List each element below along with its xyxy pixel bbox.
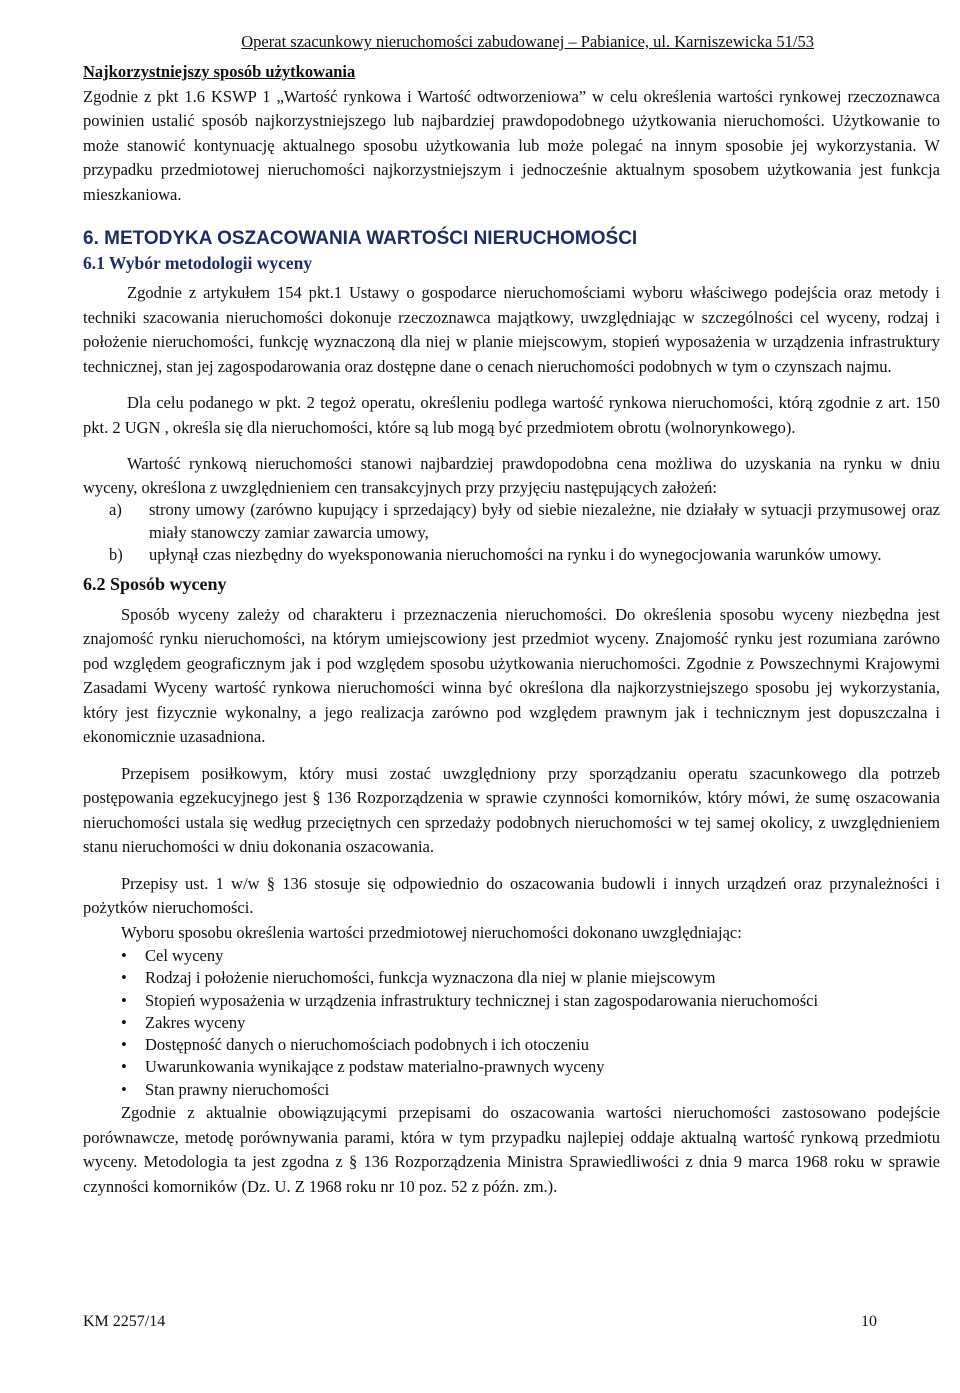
list-item: • Stan prawny nieruchomości xyxy=(121,1079,940,1101)
approach-conclusion-paragraph: Zgodnie z aktualnie obowiązującymi przepisami do oszacowania wartości nieruchomości zastosowano podejście porównawcze, metodę porównywania parami, która w tym przypadku najlepiej oddaje aktualną wartość rynkową przedmiotu wyceny. Metodologia ta jest zgodna z § 136 Rozporządzenia Ministra Sprawiedliwości z dnia 9 marca 1968 roku w sprawie czynności komorników (Dz. U. Z 1968 roku nr 10 poz. 52 z późn. zm.). xyxy=(83,1103,940,1196)
list-item-text: strony umowy (zarówno kupujący i sprzedający) były od siebie niezależne, nie działały w sytuacji przymusowej oraz miały stanowczy zamiar zawarcia umowy, xyxy=(149,500,940,542)
section-6-2-heading: 6.2 Sposób wyceny xyxy=(83,573,227,594)
page-content xyxy=(83,60,940,1199)
selection-criteria-intro: Wyboru sposobu określenia wartości przedmiotowej nieruchomości dokonano uwzględniając: xyxy=(121,922,742,942)
page-footer xyxy=(83,1313,877,1331)
valuation-purpose-paragraph: Dla celu podanego w pkt. 2 tegoż operatu, określeniu podlega wartość rynkowa nieruchomości, którą zgodnie z art. 150 pkt. 2 UGN , określa się dla nieruchomości, które są lub mogą być przedmiotem obrotu (wolnorynkowego). xyxy=(83,393,940,437)
list-item: • Rodzaj i położenie nieruchomości, funkcja wyznaczona dla niej w planie miejscowym xyxy=(121,967,940,989)
list-item: • Stopień wyposażenia w urządzenia infrastruktury technicznej i stan zagospodarowania nieruchomości xyxy=(121,990,940,1012)
list-item xyxy=(83,499,940,544)
list-item-text: upłynął czas niezbędny do wyeksponowania nieruchomości na rynku i do wynegocjowania warunków umowy. xyxy=(149,545,882,564)
methodology-paragraph: Zgodnie z artykułem 154 pkt.1 Ustawy o gospodarce nieruchomościami wyboru właściwego podejścia oraz metody i techniki szacowania nieruchomości dokonuje rzeczoznawca majątkowy, uwzględniając w szczególności cel wyceny, rodzaj i położenie nieruchomości, funkcję wyznaczoną dla niej w planie miejscowym, stopień wyposażenia w urządzenia infrastruktury technicznej, stan jej zagospodarowania oraz dostępne dane o cenach nieruchomości podobnych w tym o czynszach najmu. xyxy=(83,283,940,376)
market-value-paragraph: Wartość rynkową nieruchomości stanowi najbardziej prawdopodobna cena możliwa do uzyskania na rynku w dniu wyceny, określona z uwzględnieniem cen transakcyjnych przy przyjęciu następujących założeń: xyxy=(83,454,940,497)
list-marker: a) xyxy=(109,500,122,519)
list-item: • Dostępność danych o nieruchomościach podobnych i ich otoczeniu xyxy=(121,1034,940,1056)
list-item xyxy=(83,544,940,567)
regulation-scope-paragraph: Przepisy ust. 1 w/w § 136 stosuje się odpowiednio do oszacowania budowli i innych urządzeń oraz przynależności i pożytków nieruchomości. xyxy=(83,873,940,917)
best-use-paragraph: Zgodnie z pkt 1.6 KSWP 1 „Wartość rynkowa i Wartość odtworzeniowa” w celu określenia wartości rynkowej rzeczoznawca powinien ustalić sposób najkorzystniejszego lub najbardziej prawdopodobnego użytkowania nieruchomości. Użytkowanie to może stanowić kontynuację aktualnego sposobu użytkowania lub może polegać na innym sposobie jej wykorzystania. W przypadku przedmiotowej nieruchomości najkorzystniejszym i jednocześnie aktualnym sposobem użytkowania jest funkcja mieszkaniowa. xyxy=(83,86,940,204)
section-6-heading: 6. METODYKA OSZACOWANIA WARTOŚCI NIERUCHOMOŚCI xyxy=(83,228,638,249)
valuation-method-paragraph: Sposób wyceny zależy od charakteru i przeznaczenia nieruchomości. Do określenia sposobu wyceny niezbędna jest znajomość rynku nieruchomości, na którym umiejscowiony jest przedmiot wyceny. Znajomość rynku jest rozumiana zarówno pod względem geograficznym jak i pod względem sposobu użytkowania nieruchomości. Zgodnie z Powszechnymi Krajowymi Zasadami Wyceny wartość rynkowa nieruchomości winna być określona dla najkorzystniejszego sposobu jej wykorzystania, który jest fizycznie wykonalny, a jego realizacja zarówno pod względem prawnym jak i technicznym jest dopuszczalna i ekonomicznie uzasadniona. xyxy=(83,604,940,746)
auxiliary-regulation-paragraph: Przepisem posiłkowym, który musi zostać uwzględniony przy sporządzaniu operatu szacunkowego dla potrzeb postępowania egzekucyjnego jest § 136 Rozporządzenia w sprawie czynności komorników, który mówi, że sumę oszacowania nieruchomości ustala się według przeciętnych cen sprzedaży podobnych nieruchomości w tej samej okolicy, z uwzględnieniem stanu nieruchomości w dniu dokonania oszacowania. xyxy=(83,763,940,856)
best-use-title: Najkorzystniejszy sposób użytkowania xyxy=(83,62,356,81)
list-item: • Cel wyceny xyxy=(121,945,940,967)
list-item: • Zakres wyceny xyxy=(121,1012,940,1034)
selection-criteria-list xyxy=(83,945,940,1101)
page-number: 10 xyxy=(861,1313,877,1330)
list-item: • Uwarunkowania wynikające z podstaw materialno-prawnych wyceny xyxy=(121,1056,940,1078)
case-reference: KM 2257/14 xyxy=(83,1313,166,1330)
running-header: Operat szacunkowy nieruchomości zabudowanej – Pabianice, ul. Karniszewicka 51/53 xyxy=(241,32,814,51)
list-marker: b) xyxy=(109,545,123,564)
section-6-1-heading: 6.1 Wybór metodologii wyceny xyxy=(83,253,313,273)
market-value-conditions xyxy=(83,499,940,567)
